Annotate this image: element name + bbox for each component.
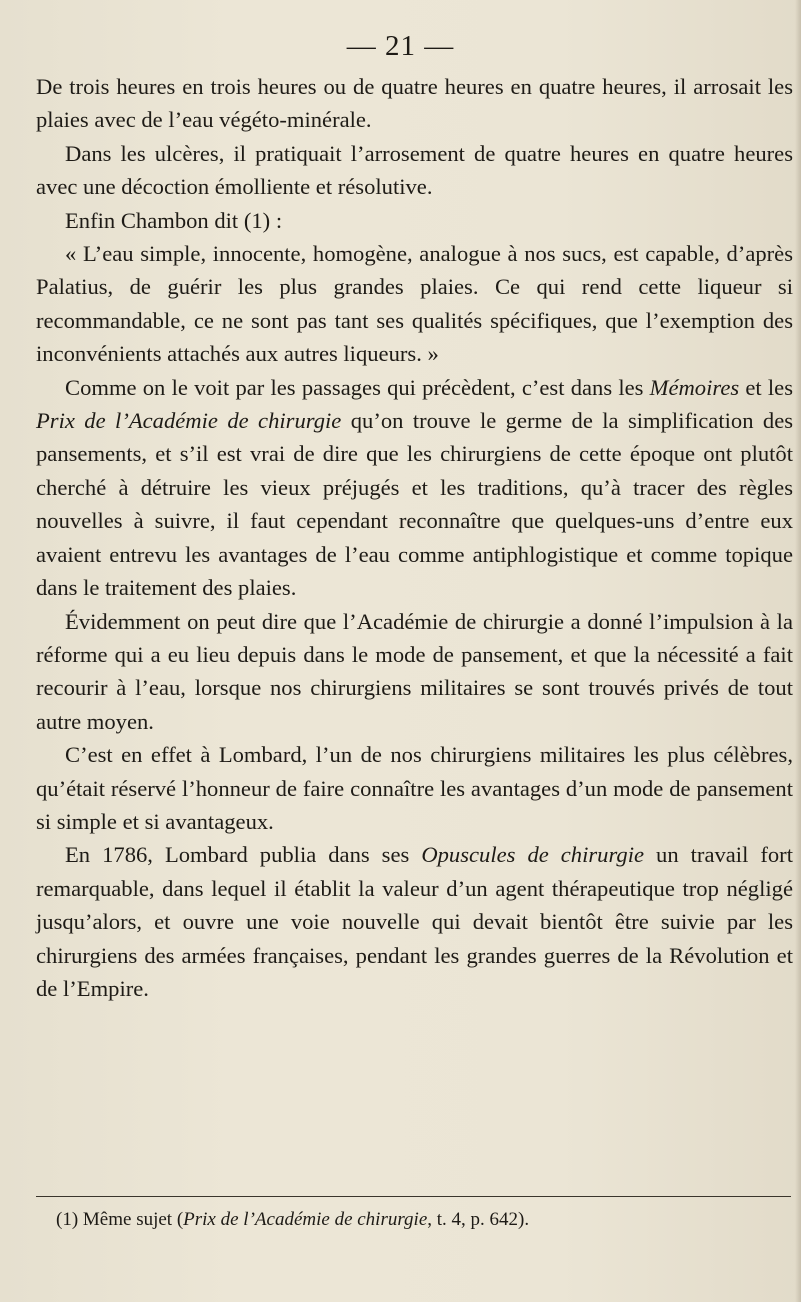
footnote-text-run: , t. 4, p. 642). bbox=[427, 1209, 530, 1230]
paragraph bbox=[36, 738, 793, 838]
text-run: qu’on trouve le germe de la simplification des pansements, et s’il est vrai de dire que les chirurgiens de cette époque ont plutôt cherché à détruire les vieux préjugés et les traditions, qu’à tracer des règles nouvelles à suivre, il faut cependant reconnaître que quelques-uns d’entre eux avaient entrevu les avantages de l’eau comme antiphlogistique et comme topique dans le traitement des plaies. bbox=[36, 408, 794, 601]
italic-title: Prix de l’Académie de chirurgie bbox=[36, 408, 342, 434]
paragraph bbox=[36, 605, 793, 739]
text-run: « L’eau simple, innocente, homogène, analogue à nos sucs, est capable, d’après Palatius, de guérir les plus grandes plaies. Ce qui rend cette liqueur si recommandable, ce ne sont pas tant ses qualités spécifiques, que l’exemption des inconvénients attachés aux autres liqueurs. » bbox=[36, 241, 793, 367]
text-run: En 1786, Lombard publia dans ses bbox=[65, 842, 422, 868]
footnote-italic-title: Prix de l’Académie de chirurgie bbox=[183, 1209, 428, 1230]
italic-title: Mémoires bbox=[649, 374, 740, 400]
italic-title: Opuscules de chirurgie bbox=[421, 842, 645, 868]
page-number: — 21 — bbox=[346, 30, 455, 62]
paragraph bbox=[36, 137, 793, 204]
body-text bbox=[36, 70, 793, 1005]
text-run: Comme on le voit par les passages qui précèdent, c’est dans les bbox=[65, 374, 650, 400]
text-run: De trois heures en trois heures ou de quatre heures en quatre heures, il arrosait les plaies avec de l’eau végéto-minérale. bbox=[36, 74, 793, 133]
paragraph bbox=[36, 371, 793, 605]
text-run: et les bbox=[739, 374, 793, 400]
paragraph bbox=[36, 838, 793, 1005]
footnote bbox=[56, 1208, 776, 1232]
text-run: Évidemment on peut dire que l’Académie de chirurgie a donné l’impulsion à la réforme qui a eu lieu depuis dans le mode de pansement, et que la nécessité a fait recourir à l’eau, lorsque nos chirurgiens militaires se sont trouvés privés de tout autre moyen. bbox=[36, 608, 793, 734]
text-run: Enfin Chambon dit (1) : bbox=[65, 207, 283, 233]
text-run: Dans les ulcères, il pratiquait l’arrosement de quatre heures en quatre heures avec une décoction émolliente et résolutive. bbox=[36, 140, 793, 200]
text-run: un travail fort remarquable, dans lequel il établit la valeur d’un agent thérapeutique trop négligé jusqu’alors, et ouvre une voie nouvelle qui devait bientôt être suivie par les chirurgiens des armées françaises, pendant les grandes guerres de la Révolution et de l’Empire. bbox=[36, 842, 793, 1001]
paragraph bbox=[36, 70, 793, 137]
paragraph bbox=[36, 237, 793, 371]
footnote-rule bbox=[36, 1196, 791, 1197]
text-run: C’est en effet à Lombard, l’un de nos chirurgiens militaires les plus célèbres, qu’était réservé l’honneur de faire connaître les avantages d’un mode de pansement si simple et si avantageux. bbox=[36, 742, 793, 834]
page-edge-shadow bbox=[795, 0, 801, 1302]
paragraph bbox=[36, 204, 793, 237]
footnote-text-run: (1) Même sujet ( bbox=[56, 1209, 184, 1230]
